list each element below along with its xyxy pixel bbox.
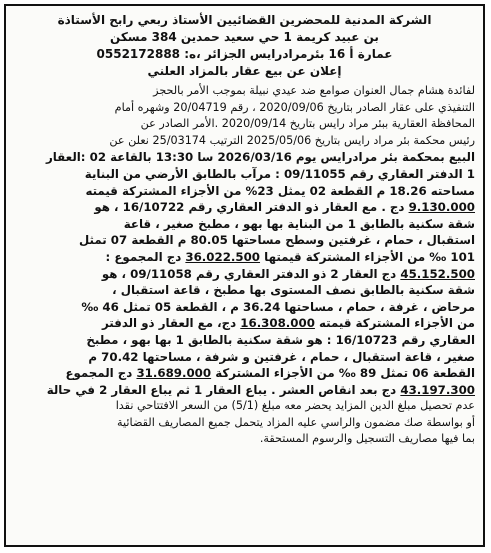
amount: 45.152.500 (400, 266, 475, 281)
firm-name-continued: بن عبيد كريمة 1 حي سعيد حمدين 384 مسكن (110, 30, 379, 44)
body-line: أو بواسطة صك مضمون والراسي عليه المزاد يتحمل جميع المصاريف القضائية (117, 415, 475, 429)
body-line: المحافظة العقارية ببئر مراد رايس بتاريخ 2020/09/14 .الأمر الصادر عن (140, 117, 475, 131)
body-line: البيع بمحكمة بئر مرادرايس يوم 2026/03/16 سا 13:30 بالقاعة 02 :العقار (45, 150, 475, 165)
amount: 16.308.000 (240, 316, 315, 331)
body-line: التنفيذي على عقار الصادر بتاريخ 2020/09/06 ، رقم 20/04719 وشهره أمام (114, 100, 475, 114)
body-line: العقاري رقم 16/10723 : هو شقة سكنية بالطابق 1 بها بهو ، مطبخ (86, 332, 475, 347)
notice-header (14, 12, 475, 80)
body-line: بما فيها مصاريف التسجيل والرسوم المستحقة. (259, 432, 475, 446)
amount: 36.022.500 (185, 249, 261, 264)
body-text: دج . مع العقار ذو الدفتر العقاري رقم 16/10722 ، هو (94, 200, 409, 215)
body-line (14, 249, 475, 266)
legal-notice (4, 4, 485, 547)
body-text: دج المجموع (65, 366, 137, 381)
body-text: من الأجزاء المشتركة قيمته (314, 316, 475, 331)
amount: 9.130.000 (408, 200, 475, 215)
body-line: عدم تحصيل مبلغ الدين المزايد يحضر معه مبلغ (5/1) من السعر الافتتاحي نقدا (115, 399, 475, 413)
body-text: 101 ‰ من الأجزاء المشتركة قيمتها (260, 249, 475, 264)
body-text: القطعة 06 تمثل 89 ‰ من الأجزاء المشتركة (211, 366, 475, 381)
body-line: شقة سكنية بالطابق 1 من البناية بها بهو ، مطبخ صغير ، قاعة (123, 216, 475, 231)
body-line: لفائدة هشام جمال العنوان صوامع ضد عيدي نبيلة بموجب الأمر بالحجز (153, 84, 475, 97)
body-line: استقبال ، حمام ، غرفتين وسطح مساحتها 80.05 م القطعة 07 تمثل (79, 233, 475, 248)
body-line: 1 الدفتر العقاري رقم 09/11055 : مرآب بالطابق الأرضي من البناية (84, 166, 475, 181)
body-text: دج بعد انقاص العشر . يباع العقار 1 ثم يباع العقار 2 في حالة (46, 382, 401, 397)
body-line: مساحته 18.26 م القطعة 02 يمثل 23% من الأجزاء المشتركة قيمته (85, 183, 475, 198)
body-line: رئيس محكمة بئر مراد رايس بتاريخ 2025/05/06 الترتيب 25/03174 نعلن عن (109, 133, 475, 147)
body-line: صغير ، قاعة استقبال ، حمام ، غرفتين و شرفة ، مساحتها 70.42 م (88, 349, 475, 364)
notice-body (14, 83, 475, 448)
body-text: دج، مع العقار ذو الدفتر (101, 316, 241, 331)
body-text: دج المجموع : (105, 249, 186, 264)
firm-address: عمارة أ 16 بئرمرادرايس الجزائر ،ه: 0552172888 (96, 47, 393, 61)
body-text: دج العقار 2 ذو الدفتر العقاري رقم 09/11058 ، هو (101, 266, 401, 281)
amount: 43.197.300 (400, 382, 475, 397)
body-line: مرحاض ، غرفة ، حمام ، مساحتها 36.24 م ، القطعة 05 تمثل 46 ‰ (81, 299, 475, 314)
body-line (14, 199, 475, 216)
firm-name: الشركة المدنية للمحضرين القضائيين الأستاذ ربعي رابح الأستاذة (57, 13, 432, 27)
body-line: شقة سكنية بالطابق نصف المستوى بها مطبخ ، قاعة استقبال ، (112, 283, 475, 298)
body-line (14, 382, 475, 399)
amount: 31.689.000 (136, 366, 212, 381)
notice-title: إعلان عن بيع عقار بالمزاد العلني (147, 64, 342, 78)
body-line (14, 315, 475, 332)
body-line (14, 266, 475, 283)
body-line (14, 365, 475, 382)
